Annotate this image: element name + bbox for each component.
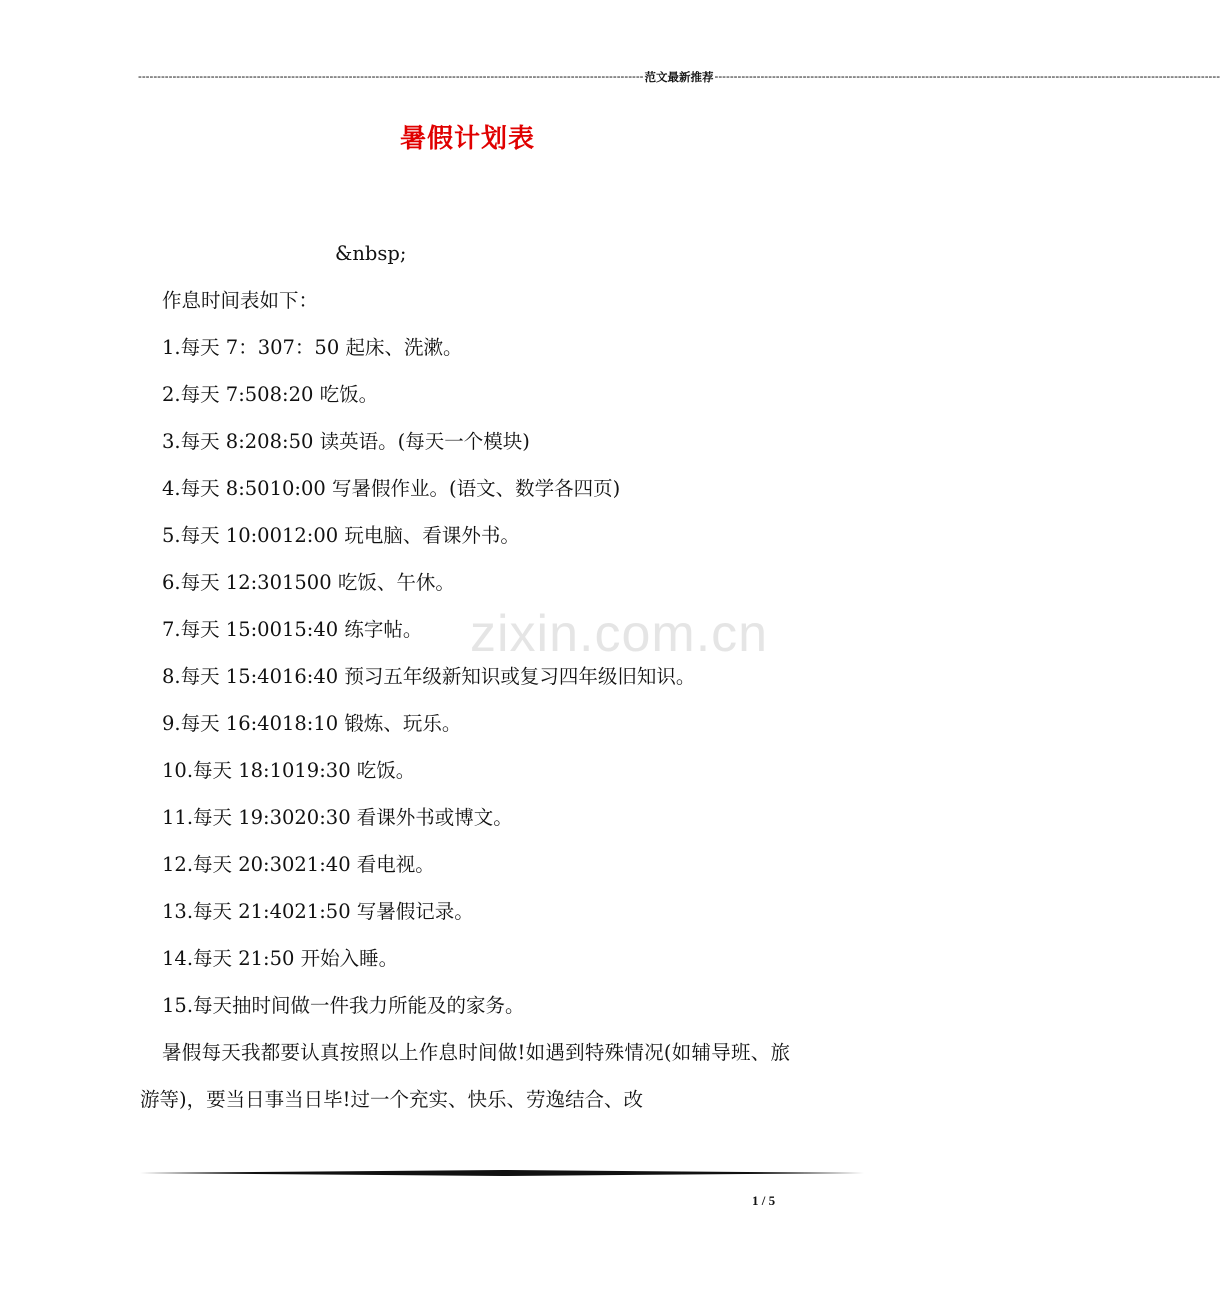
schedule-item: 3.每天 8:208:50 读英语。(每天一个模块): [162, 430, 530, 453]
schedule-item: 2.每天 7:508:20 吃饭。: [162, 383, 379, 406]
nbsp-text: &nbsp;: [335, 242, 407, 265]
schedule-item: 4.每天 8:5010:00 写暑假作业。(语文、数学各四页): [162, 477, 621, 500]
document-body: [140, 230, 790, 1123]
schedule-item: 15.每天抽时间做一件我力所能及的家务。: [162, 994, 525, 1017]
schedule-item: 9.每天 16:4018:10 锻炼、玩乐。: [162, 712, 462, 735]
footer-rule: [140, 1168, 864, 1178]
schedule-item: 11.每天 19:3020:30 看课外书或博文。: [162, 806, 513, 829]
page-number: 1 / 5: [752, 1193, 776, 1208]
schedule-item: 5.每天 10:0012:00 玩电脑、看课外书。: [162, 524, 520, 547]
schedule-item: 10.每天 18:1019:30 吃饭。: [162, 759, 416, 782]
header-dashes-left: ------------------------------------------------------------------------------------------------------------------------------------: [138, 71, 644, 83]
header-dashes-right: ------------------------------------------------------------------------------------------------------------------------------------: [714, 71, 1220, 83]
schedule-item: 14.每天 21:50 开始入睡。: [162, 947, 399, 970]
closing-paragraph: 暑假每天我都要认真按照以上作息时间做!如遇到特殊情况(如辅导班、旅游等)，要当日事当日毕!过一个充实、快乐、劳逸结合、改: [140, 1041, 790, 1111]
header-label: 范文最新推荐: [644, 72, 714, 84]
document-title: 暑假计划表: [399, 124, 535, 154]
page-header: [138, 66, 1220, 88]
schedule-item: 13.每天 21:4021:50 写暑假记录。: [162, 900, 474, 923]
schedule-item: 6.每天 12:301500 吃饭、午休。: [162, 571, 455, 594]
schedule-item: 1.每天 7：307：50 起床、洗漱。: [162, 336, 463, 359]
schedule-item: 8.每天 15:4016:40 预习五年级新知识或复习四年级旧知识。: [162, 665, 696, 688]
watermark: zixin.com.cn: [470, 605, 769, 663]
intro-line: 作息时间表如下：: [162, 289, 319, 312]
schedule-item: 7.每天 15:0015:40 练字帖。: [162, 618, 423, 641]
schedule-item: 12.每天 20:3021:40 看电视。: [162, 853, 435, 876]
